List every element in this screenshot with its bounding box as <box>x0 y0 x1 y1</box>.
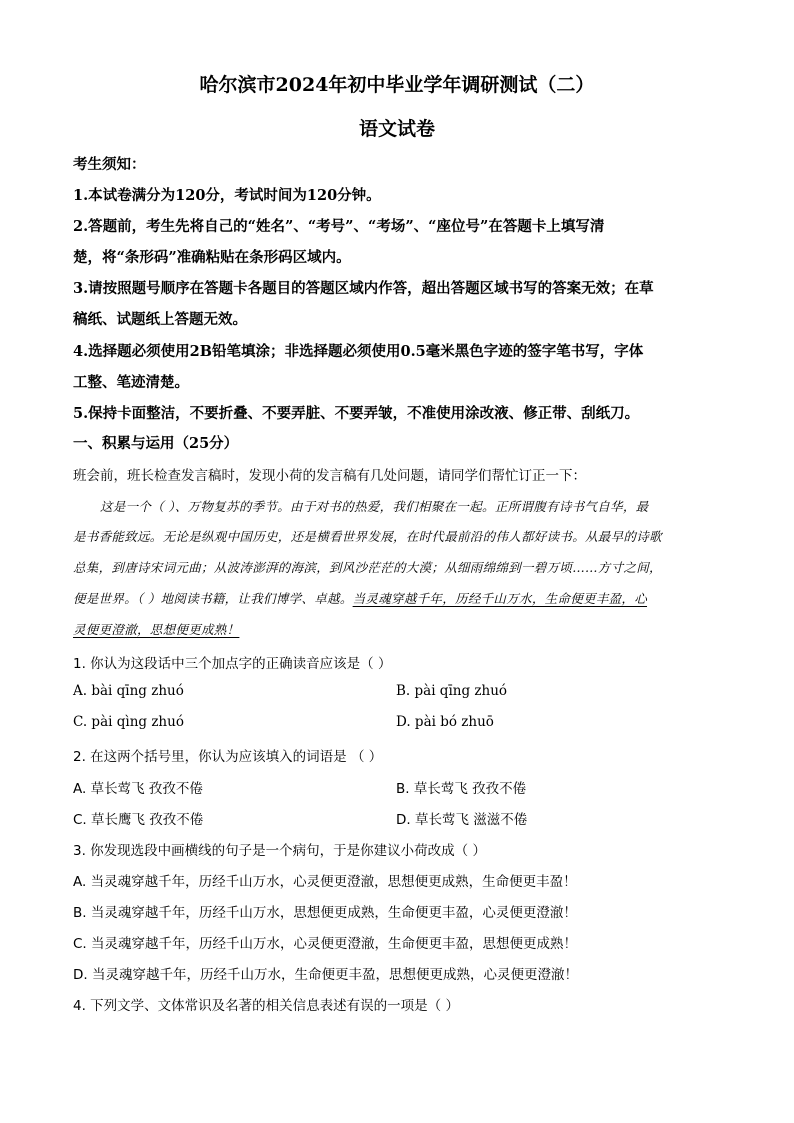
notice-heading: 考生须知： <box>73 156 146 173</box>
passage-text: 便是世界。（ ）地阅读书籍，让我们博学、卓越。 <box>73 591 353 606</box>
option-c: C. pài qìng zhuó <box>73 714 184 730</box>
section-heading: 一、积累与运用（25分） <box>73 435 239 452</box>
page-subtitle: 语文试卷 <box>358 118 435 140</box>
passage-line: 总集，到唐诗宋词元曲；从波涛澎湃的海滨，到风沙茫茫的大漠；从细雨绵绵到一碧万顷……方寸之间， <box>73 560 662 575</box>
notice-line: 2.答题前，考生先将自己的“姓名”、“考号”、“考场”、“座位号”在答题卡上填写清 <box>73 218 605 235</box>
option-a: A. 当灵魂穿越千年，历经千山万水，心灵便更澄澈，思想便更成熟，生命便更丰盈！ <box>73 874 577 890</box>
section-intro: 班会前，班长检查发言稿时，发现小荷的发言稿有几处问题，请同学们帮忙订正一下： <box>73 468 586 484</box>
option-b: B. 当灵魂穿越千年，历经千山万水，思想便更成熟，生命便更丰盈，心灵便更澄澈！ <box>73 905 577 921</box>
option-b: B. pài qīng zhuó <box>396 683 508 699</box>
option-c: C. 当灵魂穿越千年，历经千山万水，心灵便更澄澈，生命便更丰盈，思想便更成熟！ <box>73 936 578 952</box>
passage-line <box>73 589 647 607</box>
option-b: B. 草长莺飞 孜孜不倦 <box>396 781 527 797</box>
option-a: A. bài qīng zhuó <box>73 683 184 699</box>
notice-line: 1.本试卷满分为120分，考试时间为120分钟。 <box>73 187 381 204</box>
question-stem: 2. 在这两个括号里，你认为应该填入的词语是 （ ） <box>73 749 383 765</box>
option-d: D. 当灵魂穿越千年，历经千山万水，生命便更丰盈，思想便更成熟，心灵便更澄澈！ <box>73 967 578 983</box>
notice-line: 工整、笔迹清楚。 <box>73 374 189 391</box>
question-stem: 1. 你认为这段话中三个加点字的正确读音应该是（ ） <box>73 656 392 672</box>
question-stem: 4. 下列文学、文体常识及名著的相关信息表述有误的一项是（ ） <box>73 998 459 1014</box>
option-d: D. pài bó zhuō <box>396 714 494 730</box>
option-a: A. 草长莺飞 孜孜不倦 <box>73 781 203 797</box>
option-d: D. 草长莺飞 滋滋不倦 <box>396 812 528 828</box>
underlined-sentence: 当灵魂穿越千年，历经千山万水，生命便更丰盈，心 <box>352 591 648 606</box>
notice-line: 稿纸、试题纸上答题无效。 <box>73 311 247 328</box>
passage-line: 这是一个（ ）、万物复苏的季节。由于对书的热爱，我们相聚在一起。正所谓腹有诗书气自华，最 <box>100 499 649 514</box>
notice-line: 4.选择题必须使用2B铅笔填涂；非选择题必须使用0.5毫米黑色字迹的签字笔书写，字体 <box>73 343 644 360</box>
page-title: 哈尔滨市2024年初中毕业学年调研测试（二） <box>199 74 595 96</box>
underlined-sentence-cont: 灵便更澄澈，思想便更成熟！ <box>73 622 240 637</box>
question-stem: 3. 你发现选段中画横线的句子是一个病句，于是你建议小荷改成（ ） <box>73 843 486 859</box>
notice-line: 5.保持卡面整洁，不要折叠、不要弄脏、不要弄皱，不准使用涂改液、修正带、刮纸刀。 <box>73 405 640 422</box>
notice-line: 3.请按照题号顺序在答题卡各题目的答题区域内作答，超出答题区域书写的答案无效；在草 <box>73 280 654 297</box>
option-c: C. 草长鹰飞 孜孜不倦 <box>73 812 204 828</box>
passage-line: 是书香能致远。无论是纵观中国历史，还是横看世界发展，在时代最前沿的伟人都好读书。从最早的诗歌 <box>73 529 662 544</box>
notice-line: 楚，将“条形码”准确粘贴在条形码区域内。 <box>73 249 351 266</box>
